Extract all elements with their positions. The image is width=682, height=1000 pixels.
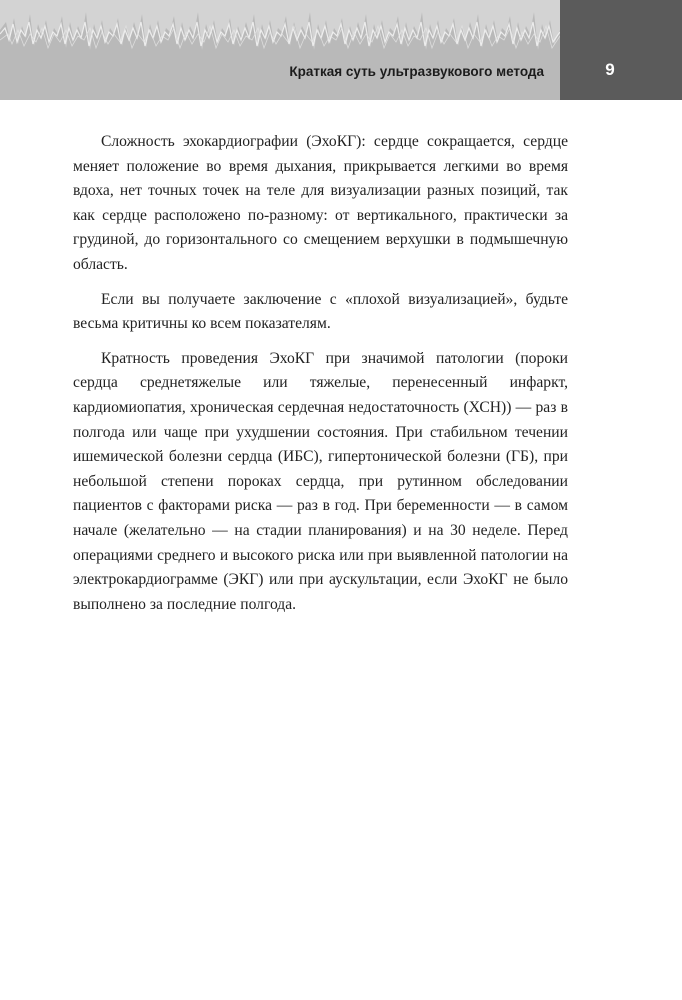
section-title: Краткая суть ультразвукового метода xyxy=(289,64,544,79)
page-number: 9 xyxy=(605,60,615,79)
paragraph: Кратность проведения ЭхоКГ при значимой патологии (пороки сердца среднетяжелые или тяжелые, перенесенный инфаркт, кардиомиопатия, хроническая сердечная недостаточность (ХСН)) — раз в полгода или чаще при ухудшении состояния. При стабильном течении ишемической болезни сердца (ИБС), гипертонической болезни (ГБ), при небольшой степени пороках сердца, при рутинном обследовании пациентов с факторами риска — раз в год. При беременности — в самом начале (желательно — на стадии планирования) и на 30 неделе. Перед операциями среднего и высокого риска или при выявленной патологии на электрокардиограмме (ЭКГ) или при аускультации, если ЭхоКГ не было выполнено за последние полгода. xyxy=(73,349,568,613)
page-header xyxy=(0,0,682,100)
body-text xyxy=(73,130,568,627)
paragraph: Если вы получаете заключение с «плохой визуализацией», будьте весьма критичны ко всем показателям. xyxy=(73,290,568,333)
page-number-box xyxy=(560,0,682,100)
header-banner xyxy=(0,0,560,100)
paragraph: Сложность эхокардиографии (ЭхоКГ): сердце сокращается, сердце меняет положение во время дыхания, прикрывается легкими во время вдоха, нет точных точек на теле для визуализации разных позиций, так как сердце расположено по-разному: от вертикального, практически за грудиной, до горизонтального со смещением верхушки в подмышечную область. xyxy=(73,133,568,273)
ultrasound-waveform-decoration xyxy=(0,0,560,100)
